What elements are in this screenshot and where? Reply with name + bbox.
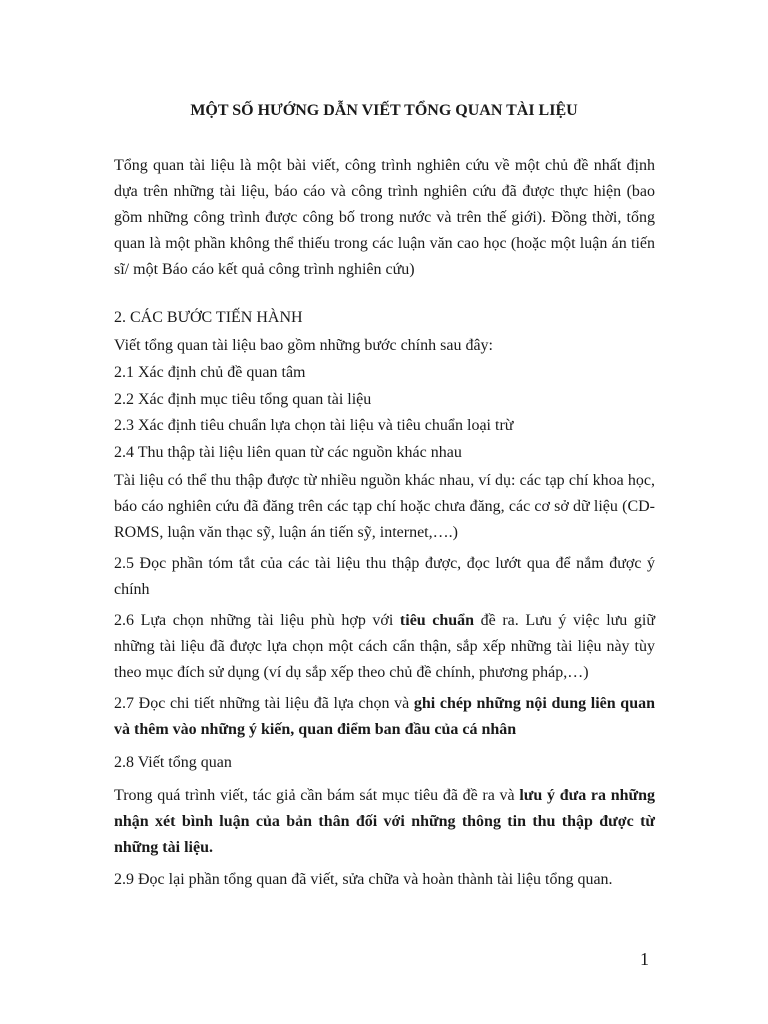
step-2-4: 2.4 Thu thập tài liệu liên quan từ các nguồn khác nhau [114,444,462,461]
step-2-9: 2.9 Đọc lại phần tổng quan đã viết, sửa chữa và hoàn thành tài liệu tổng quan. [114,871,613,888]
step-2-6-text: 2.6 Lựa chọn những tài liệu phù hợp với [114,612,400,629]
step-2-7 [114,691,655,743]
step-2-6-bold: tiêu chuẩn [399,612,475,629]
intro-paragraph: Tổng quan tài liệu là một bài viết, công trình nghiên cứu về một chủ đề nhất định dựa trên những tài liệu, báo cáo và công trình nghiên cứu đã được thực hiện (bao gồm những công trình được công bố trong nước và trên thế giới). Đồng thời, tổng quan là một phần không thể thiếu trong các luận văn cao học (hoặc một luận án tiến sĩ/ một Báo cáo kết quả công trình nghiên cứu) [114,157,655,278]
step-2-8-text: Trong quá trình viết, tác giả cần bám sát mục tiêu đã đề ra và [114,787,520,804]
step-2-6 [114,608,655,686]
section-intro: Viết tổng quan tài liệu bao gồm những bước chính sau đây: [114,337,493,354]
step-2-2: 2.2 Xác định mục tiêu tổng quan tài liệu [114,391,372,408]
page-number: 1 [640,949,649,969]
step-2-3: 2.3 Xác định tiêu chuẩn lựa chọn tài liệu và tiêu chuẩn loại trừ [114,417,514,434]
step-2-6-text-end: đề ra. Lưu ý việc lưu giữ những tài liệu đã được lựa chọn một cách cẩn thận, sắp xếp những tài liệu này tùy theo mục đích sử dụng (ví dụ sắp xếp theo chủ đề chính, phương pháp,…) [114,612,656,681]
step-2-7-text: 2.7 Đọc chi tiết những tài liệu đã lựa chọn và [114,695,414,712]
document-title: MỘT SỐ HƯỚNG DẪN VIẾT TỔNG QUAN TÀI LIỆU [190,102,578,119]
step-2-5: 2.5 Đọc phần tóm tắt của các tài liệu thu thập được, đọc lướt qua để nắm được ý chính [114,555,655,598]
step-2-4-detail: Tài liệu có thể thu thập được từ nhiều nguồn khác nhau, ví dụ: các tạp chí khoa học, báo cáo nghiên cứu đã đăng trên các tạp chí hoặc chưa đăng, các cơ sở dữ liệu (CD-ROMS, luận văn thạc sỹ, luận án tiến sỹ, internet,….) [114,472,655,541]
section-heading: 2. CÁC BƯỚC TIẾN HÀNH [114,309,303,326]
step-2-8: 2.8 Viết tổng quan [114,754,232,771]
step-2-1: 2.1 Xác định chủ đề quan tâm [114,364,306,381]
step-2-8-detail [114,783,655,861]
step-2-7-bold: ghi chép những nội dung liên quan và thêm vào những ý kiến, quan điểm ban đầu của cá nhân [114,695,656,738]
step-2-8-bold: lưu ý đưa ra những nhận xét bình luận của bản thân đối với những thông tin thu thập được từ những tài liệu. [114,787,656,856]
